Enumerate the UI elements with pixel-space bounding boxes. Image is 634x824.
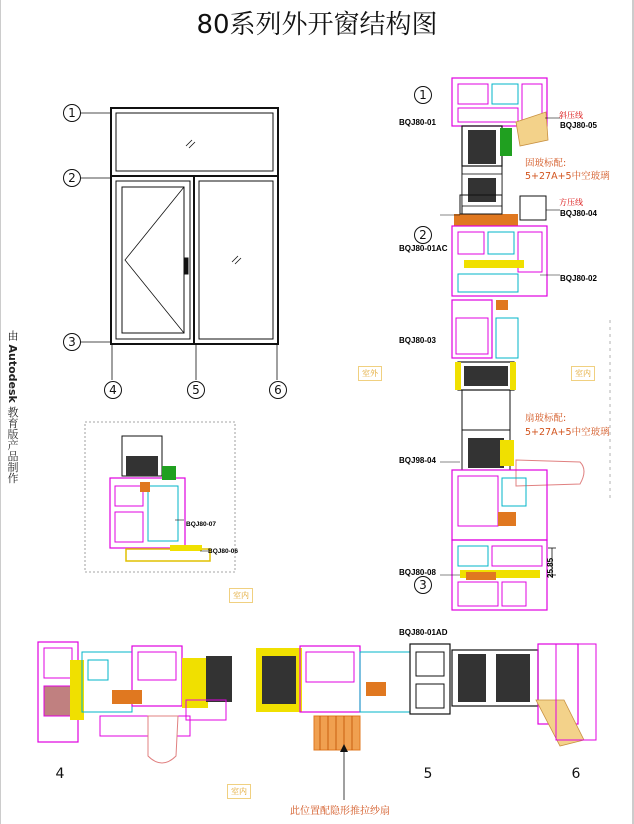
indoor-tag-small: 室内: [229, 588, 253, 603]
indoor-tag-bottom: 室内: [227, 784, 251, 799]
screen-note: 此位置配隐形推拉纱扇: [290, 806, 390, 817]
outdoor-tag: 室外: [358, 366, 382, 381]
marker-5-bottom: 5: [423, 766, 433, 782]
sash-glass-note: 扇玻标配:: [525, 413, 567, 424]
profile-label: BQJ98-04: [399, 456, 436, 465]
profile-label: BQJ80-01AD: [399, 628, 448, 637]
bead-slant-note: 斜压线: [559, 111, 583, 120]
profile-label: BQJ80-02: [560, 274, 597, 283]
watermark-suffix: 教育版产品制作: [6, 402, 19, 484]
marker-3-section: 3: [414, 576, 432, 594]
watermark-brand: Autodesk: [6, 344, 19, 403]
marker-2-section: 2: [414, 226, 432, 244]
watermark-prefix: 由: [6, 330, 19, 345]
marker-1-elevation: 1: [63, 104, 81, 122]
profile-label: BQJ80-07: [186, 521, 216, 528]
profile-label: BQJ80-01: [399, 118, 436, 127]
horizontal-section-4: [38, 642, 232, 763]
sash-glass-spec: 5+27A+5中空玻璃: [525, 427, 610, 438]
marker-1-section: 1: [414, 86, 432, 104]
window-elevation: [80, 108, 278, 380]
profile-label: BQJ80-05: [560, 121, 597, 130]
fixed-glass-note: 固玻标配:: [525, 158, 567, 169]
bead-square-note: 方压线: [559, 198, 583, 207]
dimension-label: 25.85: [546, 557, 555, 578]
fixed-glass-spec: 5+27A+5中空玻璃: [525, 171, 610, 182]
drawing-title: 80系列外开窗结构图: [196, 10, 438, 40]
marker-6-elevation: 6: [269, 381, 287, 399]
indoor-tag: 室内: [571, 366, 595, 381]
marker-6-bottom: 6: [571, 766, 581, 782]
marker-2-elevation: 2: [63, 169, 81, 187]
profile-label: BQJ80-03: [399, 336, 436, 345]
marker-3-elevation: 3: [63, 333, 81, 351]
profile-label: BQJ80-01AC: [399, 244, 448, 253]
marker-4-bottom: 4: [55, 766, 65, 782]
marker-5-elevation: 5: [187, 381, 205, 399]
profile-label: BQJ80-06: [208, 548, 238, 555]
profile-label: BQJ80-04: [560, 209, 597, 218]
profile-label: BQJ80-08: [399, 568, 436, 577]
marker-4-elevation: 4: [104, 381, 122, 399]
